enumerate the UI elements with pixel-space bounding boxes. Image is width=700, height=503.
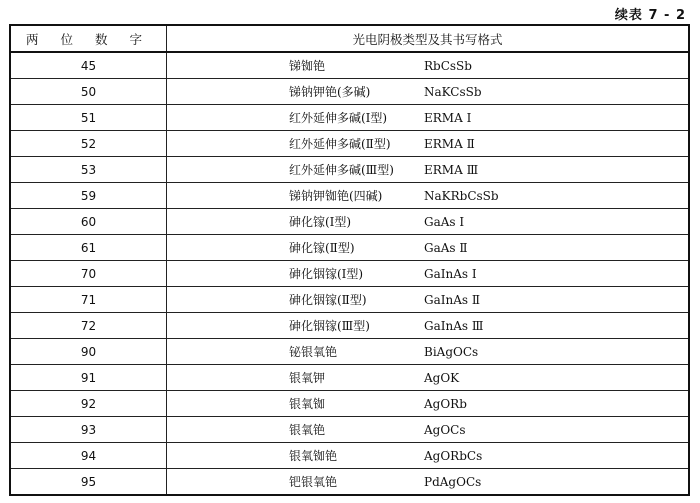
two-digit-number-cell: 61	[10, 235, 167, 261]
photocathode-code: BiAgOCs	[424, 345, 479, 359]
photocathode-code: NaKRbCsSb	[424, 189, 499, 203]
photocathode-code: RbCsSb	[424, 59, 472, 73]
two-digit-number-cell: 59	[10, 183, 167, 209]
photocathode-code: NaKCsSb	[424, 85, 482, 99]
table-row	[10, 469, 689, 496]
photocathode-name: 锑铷铯	[289, 59, 326, 73]
photocathode-name: 砷化铟镓(Ⅱ型)	[289, 293, 367, 307]
photocathode-cell	[167, 339, 690, 365]
two-digit-number-cell: 90	[10, 339, 167, 365]
table-row	[10, 79, 689, 105]
two-digit-number-cell: 51	[10, 105, 167, 131]
photocathode-name: 银氧钾	[289, 371, 326, 385]
photocathode-cell	[167, 183, 690, 209]
table-row	[10, 261, 689, 287]
photocathode-name: 砷化铟镓(Ⅰ型)	[289, 267, 364, 281]
table-row	[10, 235, 689, 261]
photocathode-cell	[167, 235, 690, 261]
photocathode-name: 锑钠钾铯(多碱)	[289, 85, 371, 99]
photocathode-cell	[167, 469, 690, 496]
two-digit-number-cell: 53	[10, 157, 167, 183]
table-row	[10, 157, 689, 183]
photocathode-code: GaInAs Ⅲ	[424, 319, 484, 333]
photocathode-table	[9, 24, 690, 496]
table-row	[10, 105, 689, 131]
photocathode-name: 砷化镓(Ⅱ型)	[289, 241, 355, 255]
table-row	[10, 339, 689, 365]
two-digit-number-cell: 95	[10, 469, 167, 496]
table-row	[10, 183, 689, 209]
photocathode-name: 铋银氧铯	[289, 345, 338, 359]
table-row	[10, 313, 689, 339]
two-digit-number-cell: 91	[10, 365, 167, 391]
two-digit-number-cell: 52	[10, 131, 167, 157]
photocathode-cell	[167, 443, 690, 469]
photocathode-name: 银氧铷铯	[289, 449, 338, 463]
photocathode-code: ERMA Ⅲ	[424, 163, 479, 177]
photocathode-name: 银氧铷	[289, 397, 326, 411]
photocathode-cell	[167, 131, 690, 157]
photocathode-name: 红外延伸多碱(Ⅰ型)	[289, 111, 388, 125]
photocathode-code: AgOCs	[424, 423, 466, 437]
two-digit-number-cell: 71	[10, 287, 167, 313]
photocathode-cell	[167, 157, 690, 183]
photocathode-name: 银氧铯	[289, 423, 326, 437]
table-row	[10, 131, 689, 157]
photocathode-cell	[167, 365, 690, 391]
photocathode-cell	[167, 391, 690, 417]
table-row	[10, 287, 689, 313]
two-digit-number-cell: 70	[10, 261, 167, 287]
photocathode-code: AgORb	[424, 397, 467, 411]
two-digit-number-cell: 92	[10, 391, 167, 417]
two-digit-number-cell: 60	[10, 209, 167, 235]
photocathode-cell	[167, 417, 690, 443]
photocathode-name: 砷化镓(Ⅰ型)	[289, 215, 352, 229]
photocathode-cell	[167, 52, 690, 79]
two-digit-number-cell: 93	[10, 417, 167, 443]
two-digit-number-cell: 45	[10, 52, 167, 79]
photocathode-code: ERMA Ⅰ	[424, 111, 472, 125]
table-continued-label: 续表 7 - 2	[614, 8, 686, 23]
photocathode-cell	[167, 313, 690, 339]
photocathode-name: 红外延伸多碱(Ⅲ型)	[289, 163, 394, 177]
header-two-digit-number: 两 位 数 字	[10, 25, 167, 52]
photocathode-cell	[167, 105, 690, 131]
table-row	[10, 443, 689, 469]
table-header-row	[10, 25, 689, 52]
photocathode-code: ERMA Ⅱ	[424, 137, 475, 151]
photocathode-code: AgOK	[424, 371, 460, 385]
photocathode-cell	[167, 287, 690, 313]
two-digit-number-cell: 72	[10, 313, 167, 339]
two-digit-number-cell: 50	[10, 79, 167, 105]
photocathode-code: GaInAs Ⅰ	[424, 267, 477, 281]
photocathode-code: GaAs Ⅱ	[424, 241, 468, 255]
photocathode-cell	[167, 79, 690, 105]
photocathode-name: 钯银氧铯	[289, 475, 338, 489]
table-row	[10, 209, 689, 235]
photocathode-cell	[167, 261, 690, 287]
header-photocathode-type: 光电阴极类型及其书写格式	[167, 25, 690, 52]
table-row	[10, 52, 689, 79]
photocathode-code: PdAgOCs	[424, 475, 482, 489]
photocathode-name: 锑钠钾铷铯(四碱)	[289, 189, 383, 203]
table-row	[10, 365, 689, 391]
photocathode-code: GaAs Ⅰ	[424, 215, 465, 229]
photocathode-cell	[167, 209, 690, 235]
photocathode-code: AgORbCs	[424, 449, 483, 463]
table-row	[10, 391, 689, 417]
two-digit-number-cell: 94	[10, 443, 167, 469]
photocathode-code: GaInAs Ⅱ	[424, 293, 481, 307]
table-row	[10, 417, 689, 443]
photocathode-name: 红外延伸多碱(Ⅱ型)	[289, 137, 391, 151]
photocathode-name: 砷化铟镓(Ⅲ型)	[289, 319, 370, 333]
